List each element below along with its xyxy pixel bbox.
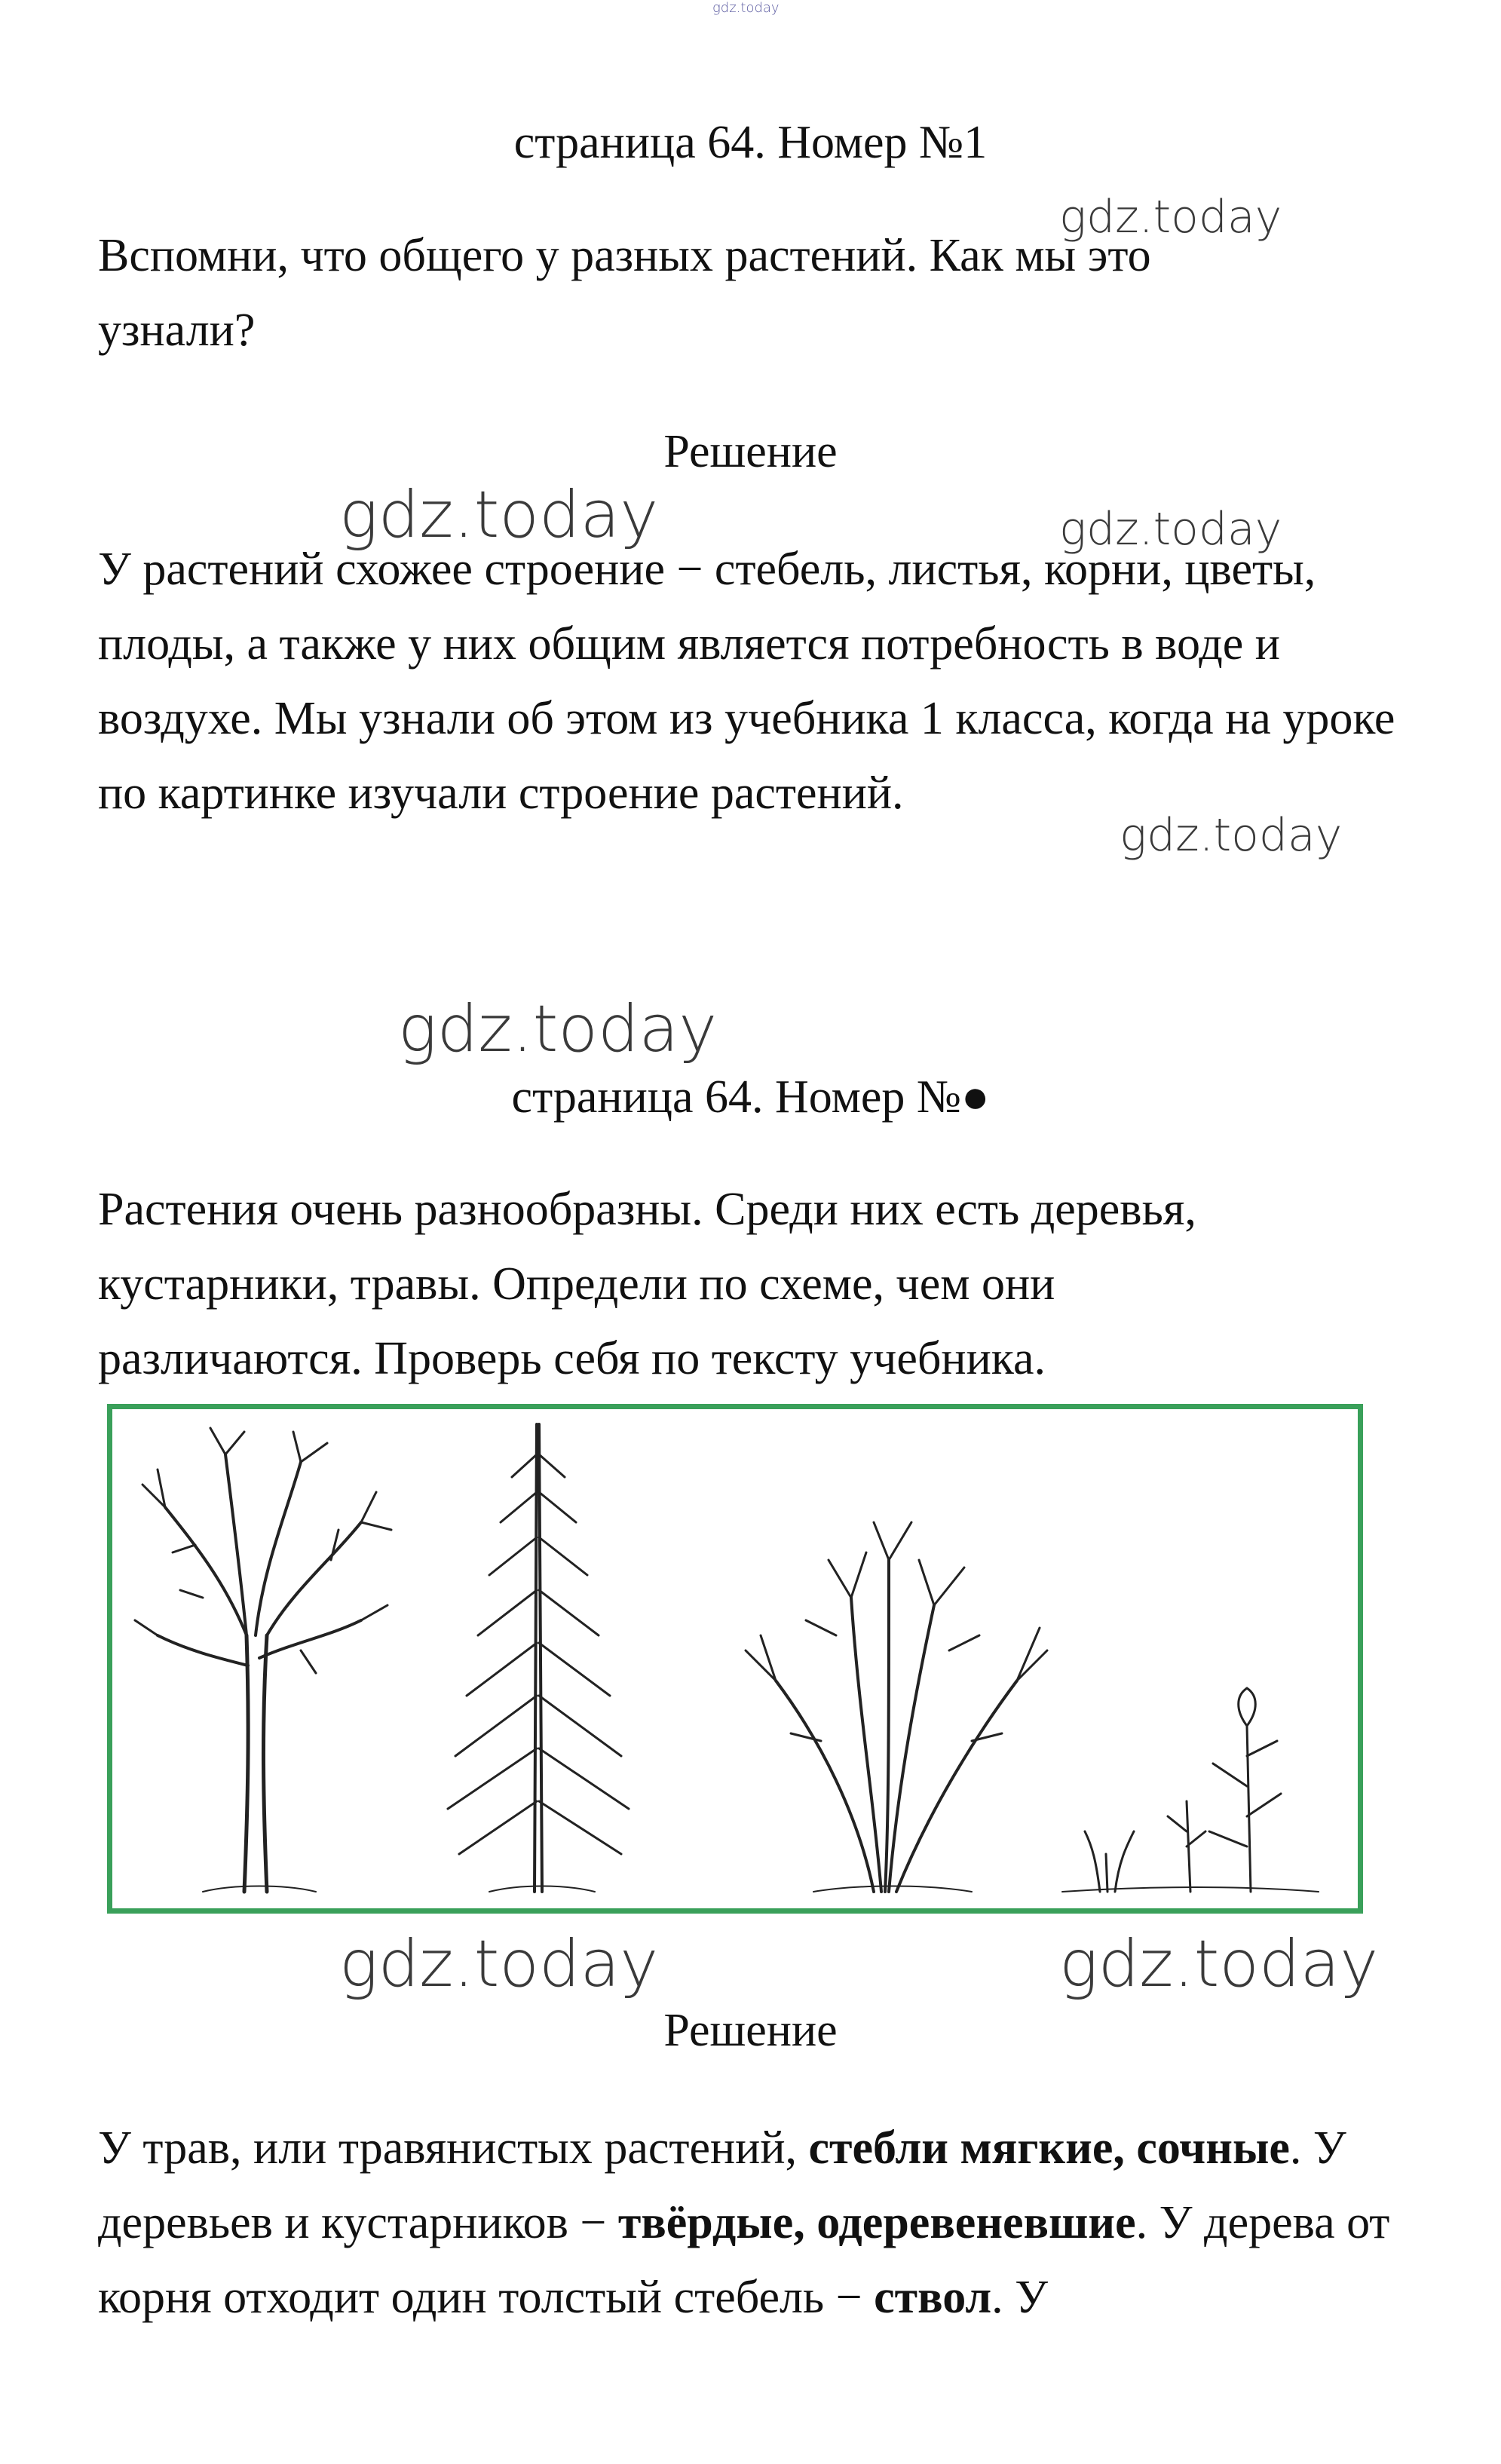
watermark: gdz.today [1059, 191, 1282, 244]
answer-text: У трав, или травянистых растений, [98, 2122, 809, 2174]
watermark: gdz.today [398, 991, 718, 1067]
deciduous-tree-drawing [135, 1428, 391, 1892]
answer-text: . У [991, 2272, 1049, 2323]
section2-title: страница 64. Номер №● [511, 1071, 990, 1123]
conifer-tree-drawing [448, 1424, 629, 1892]
watermark-top: gdz.today [712, 0, 780, 16]
herb-drawing [1062, 1688, 1319, 1892]
watermark: gdz.today [339, 1926, 659, 2002]
watermark: gdz.today [1059, 503, 1282, 556]
section2-answer [98, 2111, 1425, 2335]
answer-emphasis: твёрдые, одеревеневшие [617, 2197, 1136, 2248]
section1-title: страница 64. Номер №1 [513, 117, 988, 168]
plants-illustration [112, 1409, 1358, 1908]
answer-text: . У деревьев и кустарников − [98, 2122, 1346, 2248]
section1-question: Вспомни, что общего у разных растений. Как мы это узнали? [98, 230, 1151, 356]
watermark: gdz.today [1120, 809, 1343, 862]
watermark: gdz.today [339, 477, 659, 553]
answer-emphasis: ствол [874, 2272, 992, 2323]
section1-answer: У растений схожее строение − стебель, листья, корни, цветы, плоды, а также у них общим является потребность в воде и воздухе. Мы узнали об этом из учебника 1 класса, когда на уроке по картинке изучали строение растений. [98, 544, 1395, 819]
watermark: gdz.today [1059, 1926, 1379, 2002]
section2-question: Растения очень разнообразны. Среди них есть деревья, кустарники, травы. Определи по схеме, чем они различаются. Проверь себя по тексту учебника. [98, 1184, 1196, 1384]
plants-diagram [107, 1404, 1363, 1914]
answer-text: . У дерева от корня отходит один толстый стебель − [98, 2197, 1390, 2323]
shrub-drawing [746, 1522, 1047, 1892]
answer-emphasis: стебли мягкие, сочные [808, 2122, 1290, 2174]
section2-solution-label: Решение [663, 2005, 838, 2056]
section1-solution-label: Решение [663, 426, 838, 477]
